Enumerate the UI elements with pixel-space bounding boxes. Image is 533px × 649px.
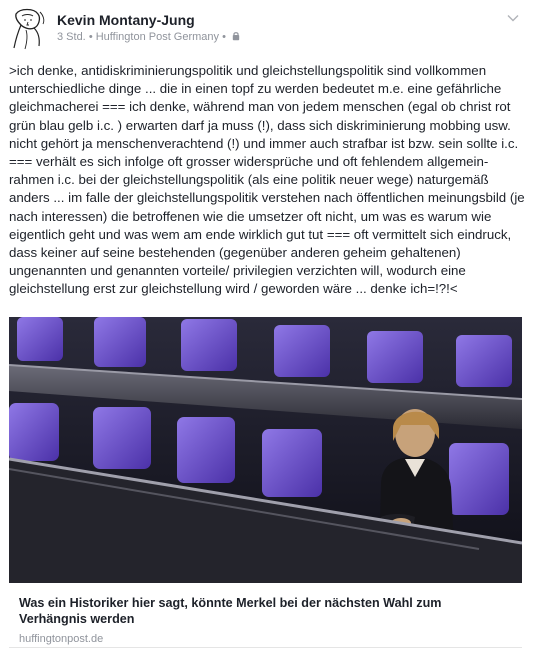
post-text: >ich denke, antidiskriminierungspolitik und gleichstellungspolitik sind vollkommen unterschiedliche dinge ... die in einen topf zu werden bedeutet m.e. eine gefährliche gleichmacherei === ich denke, während man von jedem menschen (egal ob christ rot grün blau gelb i.c. ) erwarten darf ja muss (!), dass sich diskriminierung mobbing usw. nicht gehört ja menschenverachtend (!) und immer auch strafbar ist bzw. sein sollte i.c. === verhält es sich infolge oft grosser widersprüche und oft fehlendem allgemein- rahmen i.c. bei der gleichstellungspolitik (als eine politik neuer wege) naturgemäß anders ... im falle der gleichstellungspolitik verstehen nach öffentlichen meinungsbild (je nach interessen) die betroffenen wie die umsetzer oft nicht, um was es warum wie eigentlich geht und was wem am ende wirklich gut tut === oft vermittelt sich eindruck, dass keiner auf seine bestehenden (gegenüber anderen geheim gehaltenen) ungenannten und genannten vorteile/ privilegien verzichten will, wodurch eine gleichstellung erst zur gleichstellung wird / geworden wäre ... denke ich=!?!<: [9, 63, 525, 297]
post-source[interactable]: Huffington Post Germany: [95, 31, 220, 43]
lock-icon: [232, 31, 240, 44]
post-time[interactable]: 3 Std.: [57, 31, 86, 43]
post-header: [0, 0, 533, 56]
link-preview-card[interactable]: [9, 317, 522, 647]
chevron-down-icon[interactable]: [505, 10, 521, 26]
post-meta: [57, 31, 240, 44]
parliament-photo: [9, 317, 522, 583]
meta-separator: •: [88, 31, 93, 43]
author-name[interactable]: Kevin Montany-Jung: [57, 12, 195, 28]
link-title[interactable]: Was ein Historiker hier sagt, könnte Merkel bei der nächsten Wahl zum Verhängnis werden: [19, 596, 442, 626]
link-preview-image[interactable]: [9, 317, 522, 583]
avatar-sketch: [10, 6, 48, 50]
avatar[interactable]: [10, 6, 48, 50]
link-caption[interactable]: [9, 583, 522, 648]
meta-separator-2: •: [222, 31, 226, 43]
link-domain: huffingtonpost.de: [19, 633, 104, 645]
